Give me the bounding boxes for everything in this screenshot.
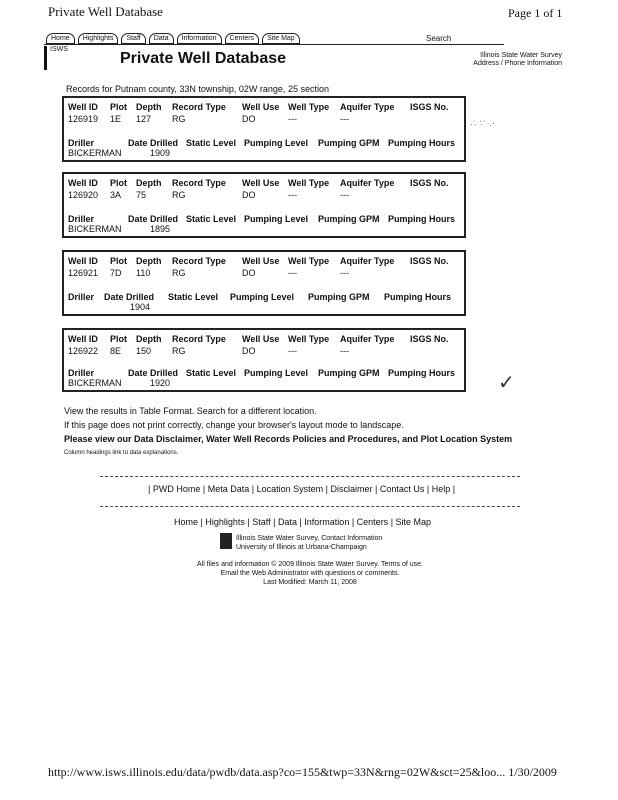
value-record-type: RG bbox=[172, 190, 186, 200]
label-isgs-no[interactable]: ISGS No. bbox=[410, 178, 449, 188]
checkmark-mark: ✓ bbox=[498, 372, 515, 394]
webmaster-link[interactable]: Email the Web Administrator with questions or comments. bbox=[220, 570, 400, 577]
label-depth[interactable]: Depth bbox=[136, 102, 162, 112]
label-depth[interactable]: Depth bbox=[136, 334, 162, 344]
isws-logo[interactable]: ISWS bbox=[50, 46, 68, 53]
label-pumping-hours[interactable]: Pumping Hours bbox=[388, 368, 455, 378]
campus-info bbox=[236, 534, 382, 552]
label-well-use[interactable]: Well Use bbox=[242, 256, 280, 266]
value-driller: BICKERMAN bbox=[68, 224, 122, 234]
value-well-type: --- bbox=[288, 346, 297, 356]
label-well-type[interactable]: Well Type bbox=[288, 178, 330, 188]
records-heading: Records for Putnam county, 33N township, 02W range, 25 section bbox=[66, 84, 329, 94]
value-plot: 3A bbox=[110, 190, 122, 200]
label-depth[interactable]: Depth bbox=[136, 256, 162, 266]
print-date: 1/30/2009 bbox=[508, 765, 557, 779]
value-aquifer-type: --- bbox=[340, 346, 349, 356]
contact-us-link[interactable]: Contact Us bbox=[379, 484, 425, 494]
label-aquifer-type[interactable]: Aquifer Type bbox=[340, 102, 395, 112]
print-header-title: Private Well Database bbox=[48, 4, 163, 19]
value-well-use: DO bbox=[242, 268, 256, 278]
label-pumping-gpm[interactable]: Pumping GPM bbox=[318, 368, 380, 378]
label-well-id[interactable]: Well ID bbox=[68, 178, 98, 188]
tab-centers[interactable]: Centers bbox=[225, 33, 260, 44]
disclaimer-link[interactable]: Disclaimer bbox=[330, 484, 373, 494]
label-record-type[interactable]: Record Type bbox=[172, 102, 226, 112]
label-well-type[interactable]: Well Type bbox=[288, 102, 330, 112]
print-page-number: Page 1 of 1 bbox=[508, 6, 563, 20]
handwritten-note: ∴ ∵ ·.· bbox=[470, 118, 495, 128]
page-title: Private Well Database bbox=[120, 50, 287, 67]
label-date-drilled[interactable]: Date Drilled bbox=[128, 214, 179, 224]
value-well-type: --- bbox=[288, 268, 297, 278]
label-static-level[interactable]: Static Level bbox=[186, 138, 237, 148]
nav-tabs bbox=[46, 33, 300, 44]
label-pumping-hours[interactable]: Pumping Hours bbox=[388, 138, 455, 148]
logo-bar bbox=[44, 46, 47, 70]
value-record-type: RG bbox=[172, 346, 186, 356]
record-box bbox=[62, 250, 466, 316]
label-driller[interactable]: Driller bbox=[68, 292, 95, 302]
tab-highlights[interactable]: Highlights bbox=[78, 33, 119, 44]
value-aquifer-type: --- bbox=[340, 190, 349, 200]
label-well-id[interactable]: Well ID bbox=[68, 256, 98, 266]
print-url-footer bbox=[48, 765, 557, 780]
footer-data-link[interactable]: Data bbox=[277, 517, 297, 527]
pwd-home-link[interactable]: PWD Home bbox=[152, 484, 201, 494]
label-pumping-level[interactable]: Pumping Level bbox=[244, 138, 309, 148]
label-well-type[interactable]: Well Type bbox=[288, 334, 330, 344]
label-pumping-gpm[interactable]: Pumping GPM bbox=[318, 138, 380, 148]
label-plot[interactable]: Plot bbox=[110, 334, 127, 344]
value-well-id: 126922 bbox=[68, 346, 99, 356]
label-record-type[interactable]: Record Type bbox=[172, 334, 226, 344]
view-results-link[interactable]: View the results in Table Format. Search for a different location. bbox=[64, 406, 317, 416]
record-box bbox=[62, 328, 466, 392]
value-well-type: --- bbox=[288, 114, 297, 124]
tab-information[interactable]: Information bbox=[177, 33, 222, 44]
label-isgs-no[interactable]: ISGS No. bbox=[410, 102, 449, 112]
footer-centers-link[interactable]: Centers bbox=[356, 517, 389, 527]
tab-site-map[interactable]: Site Map bbox=[262, 33, 300, 44]
tab-divider bbox=[44, 44, 504, 45]
disclaimer-line[interactable]: Please view our Data Disclaimer, Water Well Records Policies and Procedures, and Plot Location System bbox=[64, 434, 513, 444]
label-static-level[interactable]: Static Level bbox=[186, 214, 237, 224]
footer-highlights-link[interactable]: Highlights bbox=[205, 517, 245, 527]
label-well-id[interactable]: Well ID bbox=[68, 334, 98, 344]
label-pumping-hours[interactable]: Pumping Hours bbox=[384, 292, 451, 302]
divider bbox=[100, 506, 520, 507]
footer-information-link[interactable]: Information bbox=[304, 517, 350, 527]
value-driller: BICKERMAN bbox=[68, 378, 122, 388]
value-plot: 7D bbox=[110, 268, 122, 278]
label-pumping-gpm[interactable]: Pumping GPM bbox=[308, 292, 370, 302]
label-well-id[interactable]: Well ID bbox=[68, 102, 98, 112]
university-link[interactable]: University of Illinois at Urbana-Champaign bbox=[236, 544, 367, 551]
label-isgs-no[interactable]: ISGS No. bbox=[410, 334, 449, 344]
label-isgs-no[interactable]: ISGS No. bbox=[410, 256, 449, 266]
label-pumping-hours[interactable]: Pumping Hours bbox=[388, 214, 455, 224]
label-plot[interactable]: Plot bbox=[110, 256, 127, 266]
record-box bbox=[62, 96, 466, 162]
label-plot[interactable]: Plot bbox=[110, 178, 127, 188]
notes-section bbox=[64, 404, 512, 460]
value-depth: 150 bbox=[136, 346, 152, 356]
footer-site-map-link[interactable]: Site Map bbox=[395, 517, 432, 527]
tab-staff[interactable]: Staff bbox=[121, 33, 145, 44]
label-static-level[interactable]: Static Level bbox=[168, 292, 219, 302]
survey-info bbox=[466, 52, 562, 68]
value-date-drilled: 1904 bbox=[130, 302, 151, 312]
value-well-use: DO bbox=[242, 114, 256, 124]
value-date-drilled: 1920 bbox=[150, 378, 171, 388]
last-modified: Last Modified: March 11, 2008 bbox=[263, 579, 357, 586]
value-record-type: RG bbox=[172, 268, 186, 278]
value-plot: 8E bbox=[110, 346, 122, 356]
label-driller[interactable]: Driller bbox=[68, 138, 95, 148]
label-well-use[interactable]: Well Use bbox=[242, 102, 280, 112]
label-pumping-gpm[interactable]: Pumping GPM bbox=[318, 214, 380, 224]
label-depth[interactable]: Depth bbox=[136, 178, 162, 188]
value-date-drilled: 1909 bbox=[150, 148, 171, 158]
tab-data[interactable]: Data bbox=[149, 33, 174, 44]
label-record-type[interactable]: Record Type bbox=[172, 256, 226, 266]
value-well-use: DO bbox=[242, 346, 256, 356]
label-date-drilled[interactable]: Date Drilled bbox=[128, 368, 179, 378]
search-link[interactable]: Search bbox=[426, 34, 452, 43]
print-tip: If this page does not print correctly, change your browser's layout mode to landscape. bbox=[64, 420, 404, 430]
value-date-drilled: 1895 bbox=[150, 224, 171, 234]
value-well-type: --- bbox=[288, 190, 297, 200]
label-well-type[interactable]: Well Type bbox=[288, 256, 330, 266]
value-driller: BICKERMAN bbox=[68, 148, 122, 158]
tab-home[interactable]: Home bbox=[46, 33, 75, 44]
survey-name[interactable]: Illinois State Water Survey bbox=[480, 52, 562, 59]
footer-home-link[interactable]: Home bbox=[174, 517, 199, 527]
value-depth: 127 bbox=[136, 114, 152, 124]
value-depth: 75 bbox=[136, 190, 147, 200]
footer-nav: Home | Highlights | Staff | Data | Information | Centers | Site Map bbox=[174, 517, 432, 527]
label-well-use[interactable]: Well Use bbox=[242, 178, 280, 188]
print-url: http://www.isws.illinois.edu/data/pwdb/data.asp?co=155&twp=33N&rng=02W&sct=25&loo... bbox=[48, 765, 506, 779]
label-date-drilled[interactable]: Date Drilled bbox=[128, 138, 179, 148]
help-link[interactable]: Help bbox=[431, 484, 451, 494]
meta-data-link[interactable]: Meta Data bbox=[207, 484, 250, 494]
value-depth: 110 bbox=[136, 268, 151, 278]
label-aquifer-type[interactable]: Aquifer Type bbox=[340, 334, 395, 344]
value-record-type: RG bbox=[172, 114, 186, 124]
label-driller[interactable]: Driller bbox=[68, 368, 95, 378]
label-aquifer-type[interactable]: Aquifer Type bbox=[340, 256, 395, 266]
column-tip: Column headings link to data explanations. bbox=[64, 450, 179, 456]
label-plot[interactable]: Plot bbox=[110, 102, 127, 112]
label-static-level[interactable]: Static Level bbox=[186, 368, 237, 378]
label-driller[interactable]: Driller bbox=[68, 214, 95, 224]
value-well-id: 126921 bbox=[68, 268, 99, 278]
contact-info-link[interactable]: Illinois State Water Survey, Contact Information bbox=[236, 535, 383, 542]
label-aquifer-type[interactable]: Aquifer Type bbox=[340, 178, 395, 188]
value-aquifer-type: --- bbox=[340, 268, 349, 278]
survey-address-link[interactable]: Address / Phone Information bbox=[473, 60, 562, 67]
pwd-links: | PWD Home | Meta Data | Location System | Disclaimer | Contact Us | Help | bbox=[148, 484, 456, 494]
university-seal-icon bbox=[220, 533, 232, 549]
label-date-drilled[interactable]: Date Drilled bbox=[104, 292, 155, 302]
label-pumping-level[interactable]: Pumping Level bbox=[244, 214, 309, 224]
copyright: All files and information © 2009 Illinois State Water Survey. Terms of use. bbox=[196, 561, 424, 568]
value-well-id: 126920 bbox=[68, 190, 99, 200]
value-well-use: DO bbox=[242, 190, 256, 200]
record-box bbox=[62, 172, 466, 238]
footer-text bbox=[170, 560, 450, 587]
label-record-type[interactable]: Record Type bbox=[172, 178, 226, 188]
footer-staff-link[interactable]: Staff bbox=[252, 517, 271, 527]
label-pumping-level[interactable]: Pumping Level bbox=[244, 368, 309, 378]
divider bbox=[100, 476, 520, 477]
value-well-id: 126919 bbox=[68, 114, 99, 124]
label-well-use[interactable]: Well Use bbox=[242, 334, 280, 344]
value-aquifer-type: --- bbox=[340, 114, 349, 124]
location-system-link[interactable]: Location System bbox=[256, 484, 324, 494]
value-plot: 1E bbox=[110, 114, 122, 124]
label-pumping-level[interactable]: Pumping Level bbox=[230, 292, 295, 302]
